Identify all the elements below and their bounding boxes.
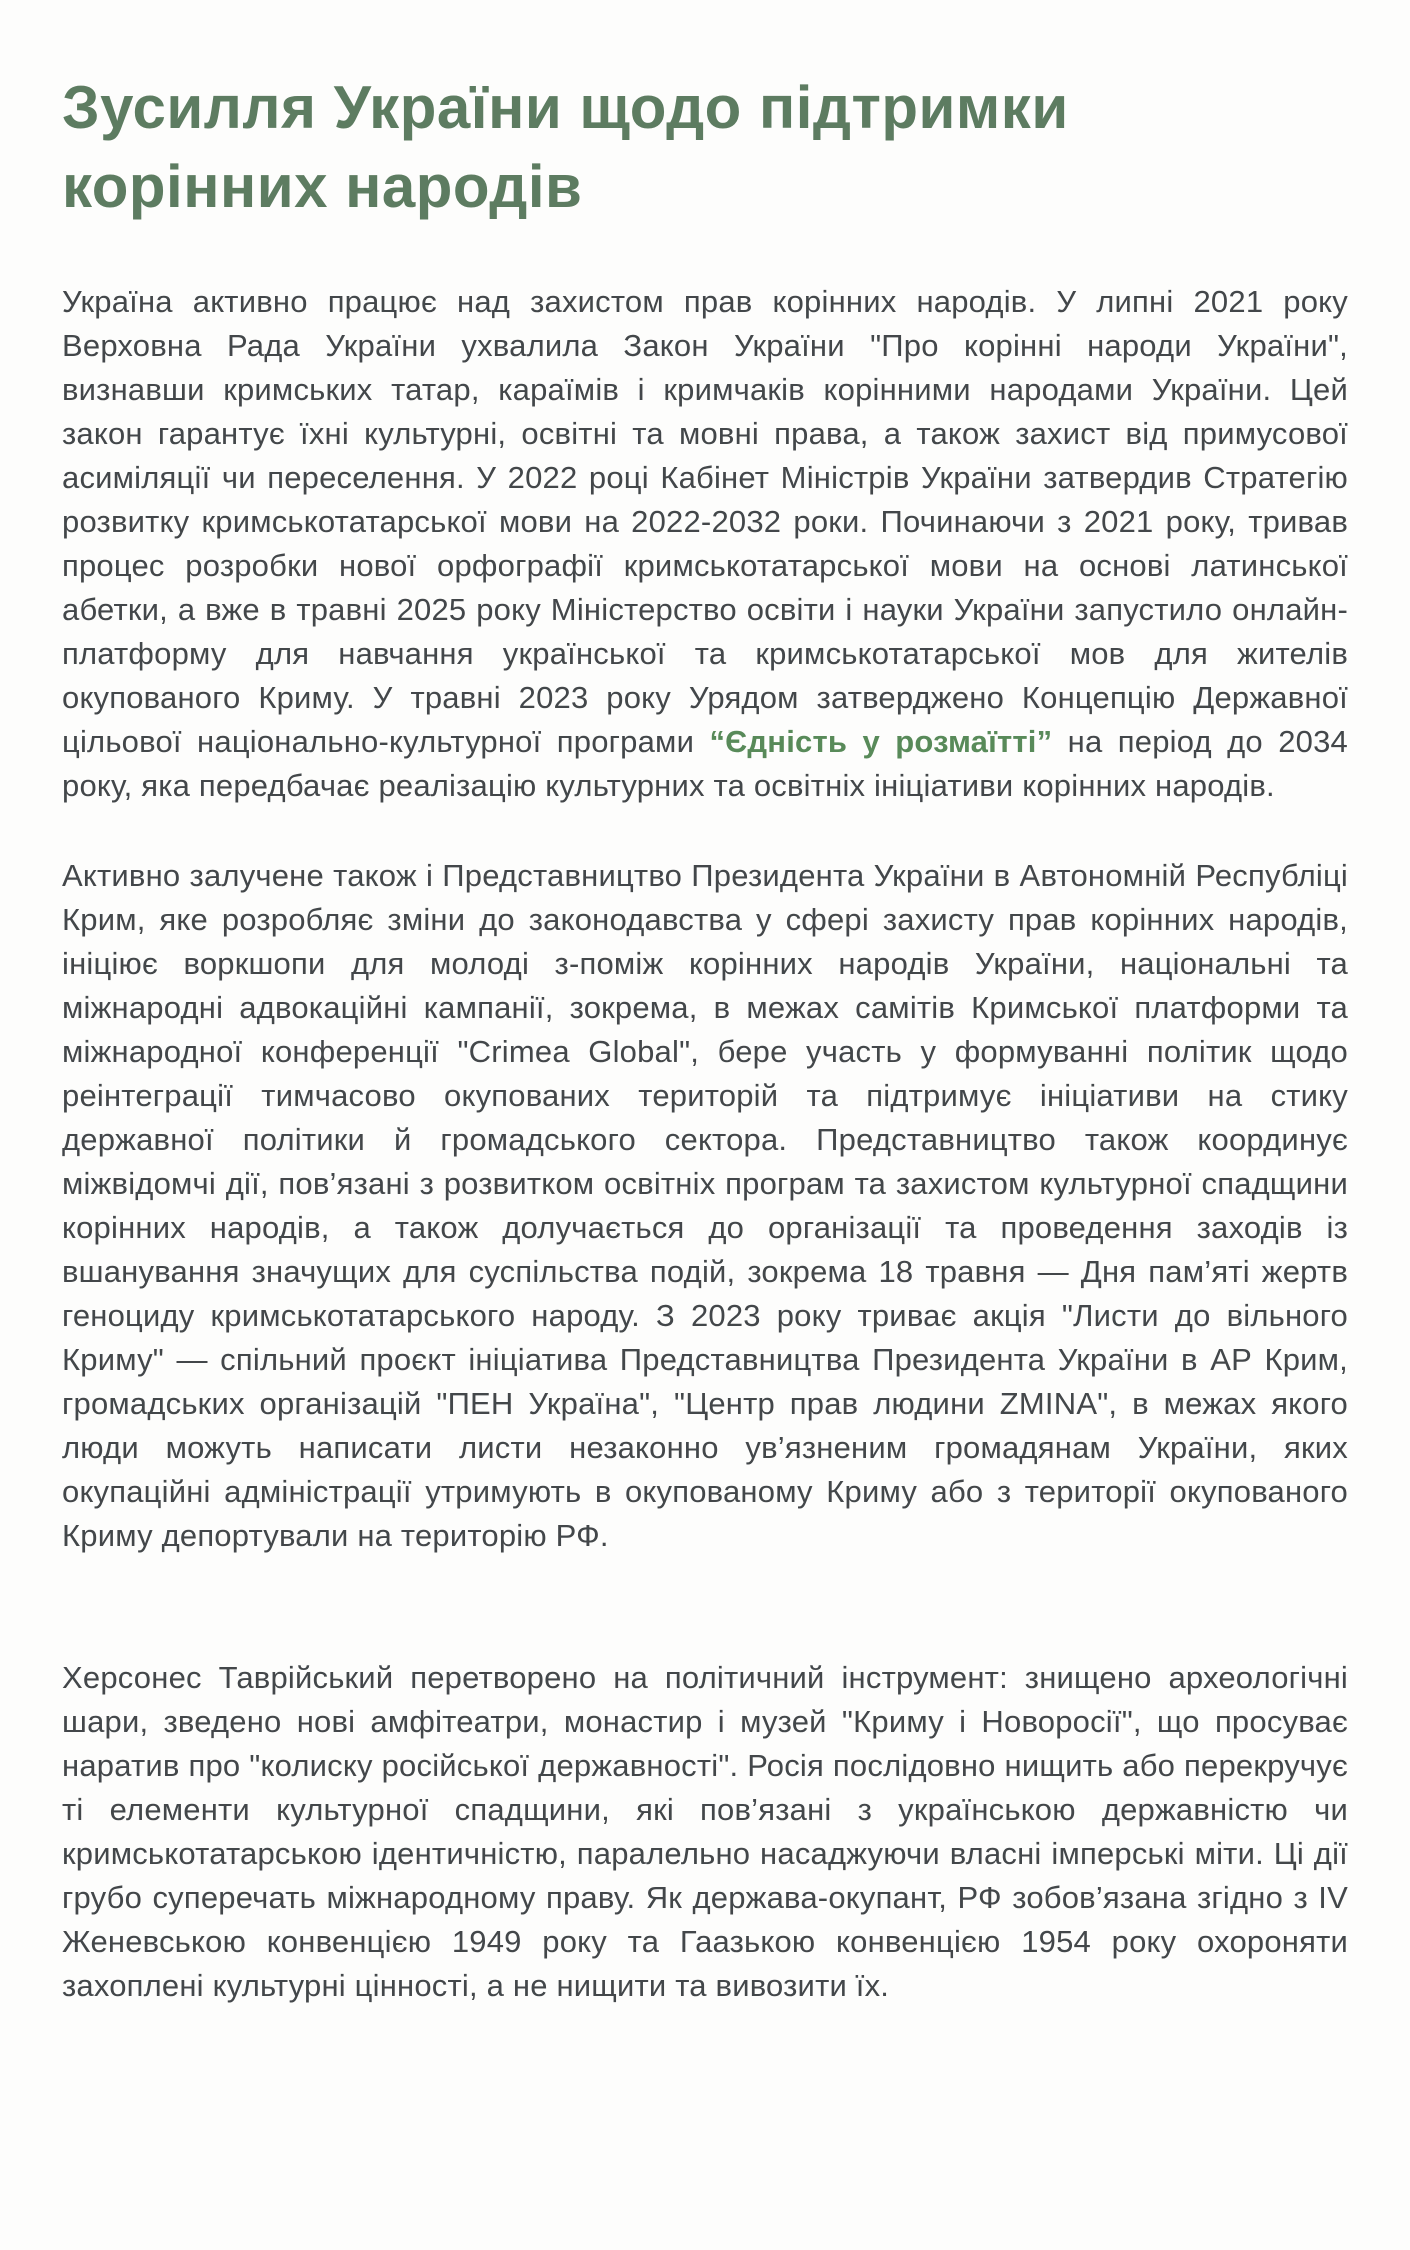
page-title: Зусилля України щодо підтримки корінних народів	[62, 74, 1069, 220]
paragraph-1-text: Україна активно працює над захистом прав корінних народів. У липні 2021 року Верховна Рада України ухвалила Закон України "Про корінні народи України", визнавши кримських татар, караїмів і кримчаків корінними народами України. Цей закон гарантує їхні культурні, освітні та мовні права, а також захист від примусової асиміляції чи переселення. У 2022 році Кабінет Міністрів України затвердив Стратегію розвитку кримськотатарської мови на 2022-2032 роки. Починаючи з 2021 року, тривав процес розробки нової орфографії кримськотатарської мови на основі латинської абетки, а вже в травні 2025 року Міністерство освіти і науки України запустило онлайн-платформу для навчання української та кримськотатарської мов для жителів окупованого Криму. У травні 2023 року Урядом затверджено Концепцію Державної цільової національно-культурної програми	[62, 284, 1348, 759]
program-name-highlight: “Єдність у розмаїтті”	[709, 724, 1053, 759]
paragraph-1-text-continued: на період до 2034 року, яка передбачає реалізацію культурних та освітніх ініціативи корінних народів.	[62, 724, 1348, 803]
paragraph-presidential-mission: Активно залучене також і Представництво Президента України в Автономній Республіці Крим, яке розробляє зміни до законодавства у сфері захисту прав корінних народів, ініціює воркшопи для молоді з-поміж корінних народів України, національні та міжнародні адвокаційні кампанії, зокрема, в межах самітів Кримської платформи та міжнародної конференції "Crimea Global", бере участь у формуванні політик щодо реінтеграції тимчасово окупованих територій та підтримує ініціативи на стику державної політики й громадського сектора. Представництво також координує міжвідомчі дії, пов’язані з розвитком освітніх програм та захистом культурної спадщини корінних народів, а також долучається до організації та проведення заходів із вшанування значущих для суспільства подій, зокрема 18 травня — Дня пам’яті жертв геноциду кримськотатарського народу. З 2023 року триває акція "Листи до вільного Криму" — спільний проєкт ініціатива Представництва Президента України в АР Крим, громадських організацій "ПЕН Україна", "Центр прав людини ZMINA", в межах якого люди можуть написати листи незаконно ув’язненим громадянам України, яких окупаційні адміністрації утримують в окупованому Криму або з території окупованого Криму депортували на територію РФ.	[62, 858, 1348, 1553]
paragraph-chersonesus: Херсонес Таврійський перетворено на політичний інструмент: знищено археологічні шари, зведено нові амфітеатри, монастир і музей "Криму і Новоросії", що просуває наратив про "колиску російської державності". Росія послідовно нищить або перекручує ті елементи культурної спадщини, які пов’язані з українською державністю чи кримськотатарською ідентичністю, паралельно насаджуючи власні імперські міти. Ці дії грубо суперечать міжнародному праву. Як держава-окупант, РФ зобов’язана згідно з IV Женевською конвенцією 1949 року та Гаазькою конвенцією 1954 року охороняти захоплені культурні цінності, а не нищити та вивозити їх.	[62, 1660, 1348, 2003]
paragraph-ukraine-efforts	[62, 280, 1348, 808]
